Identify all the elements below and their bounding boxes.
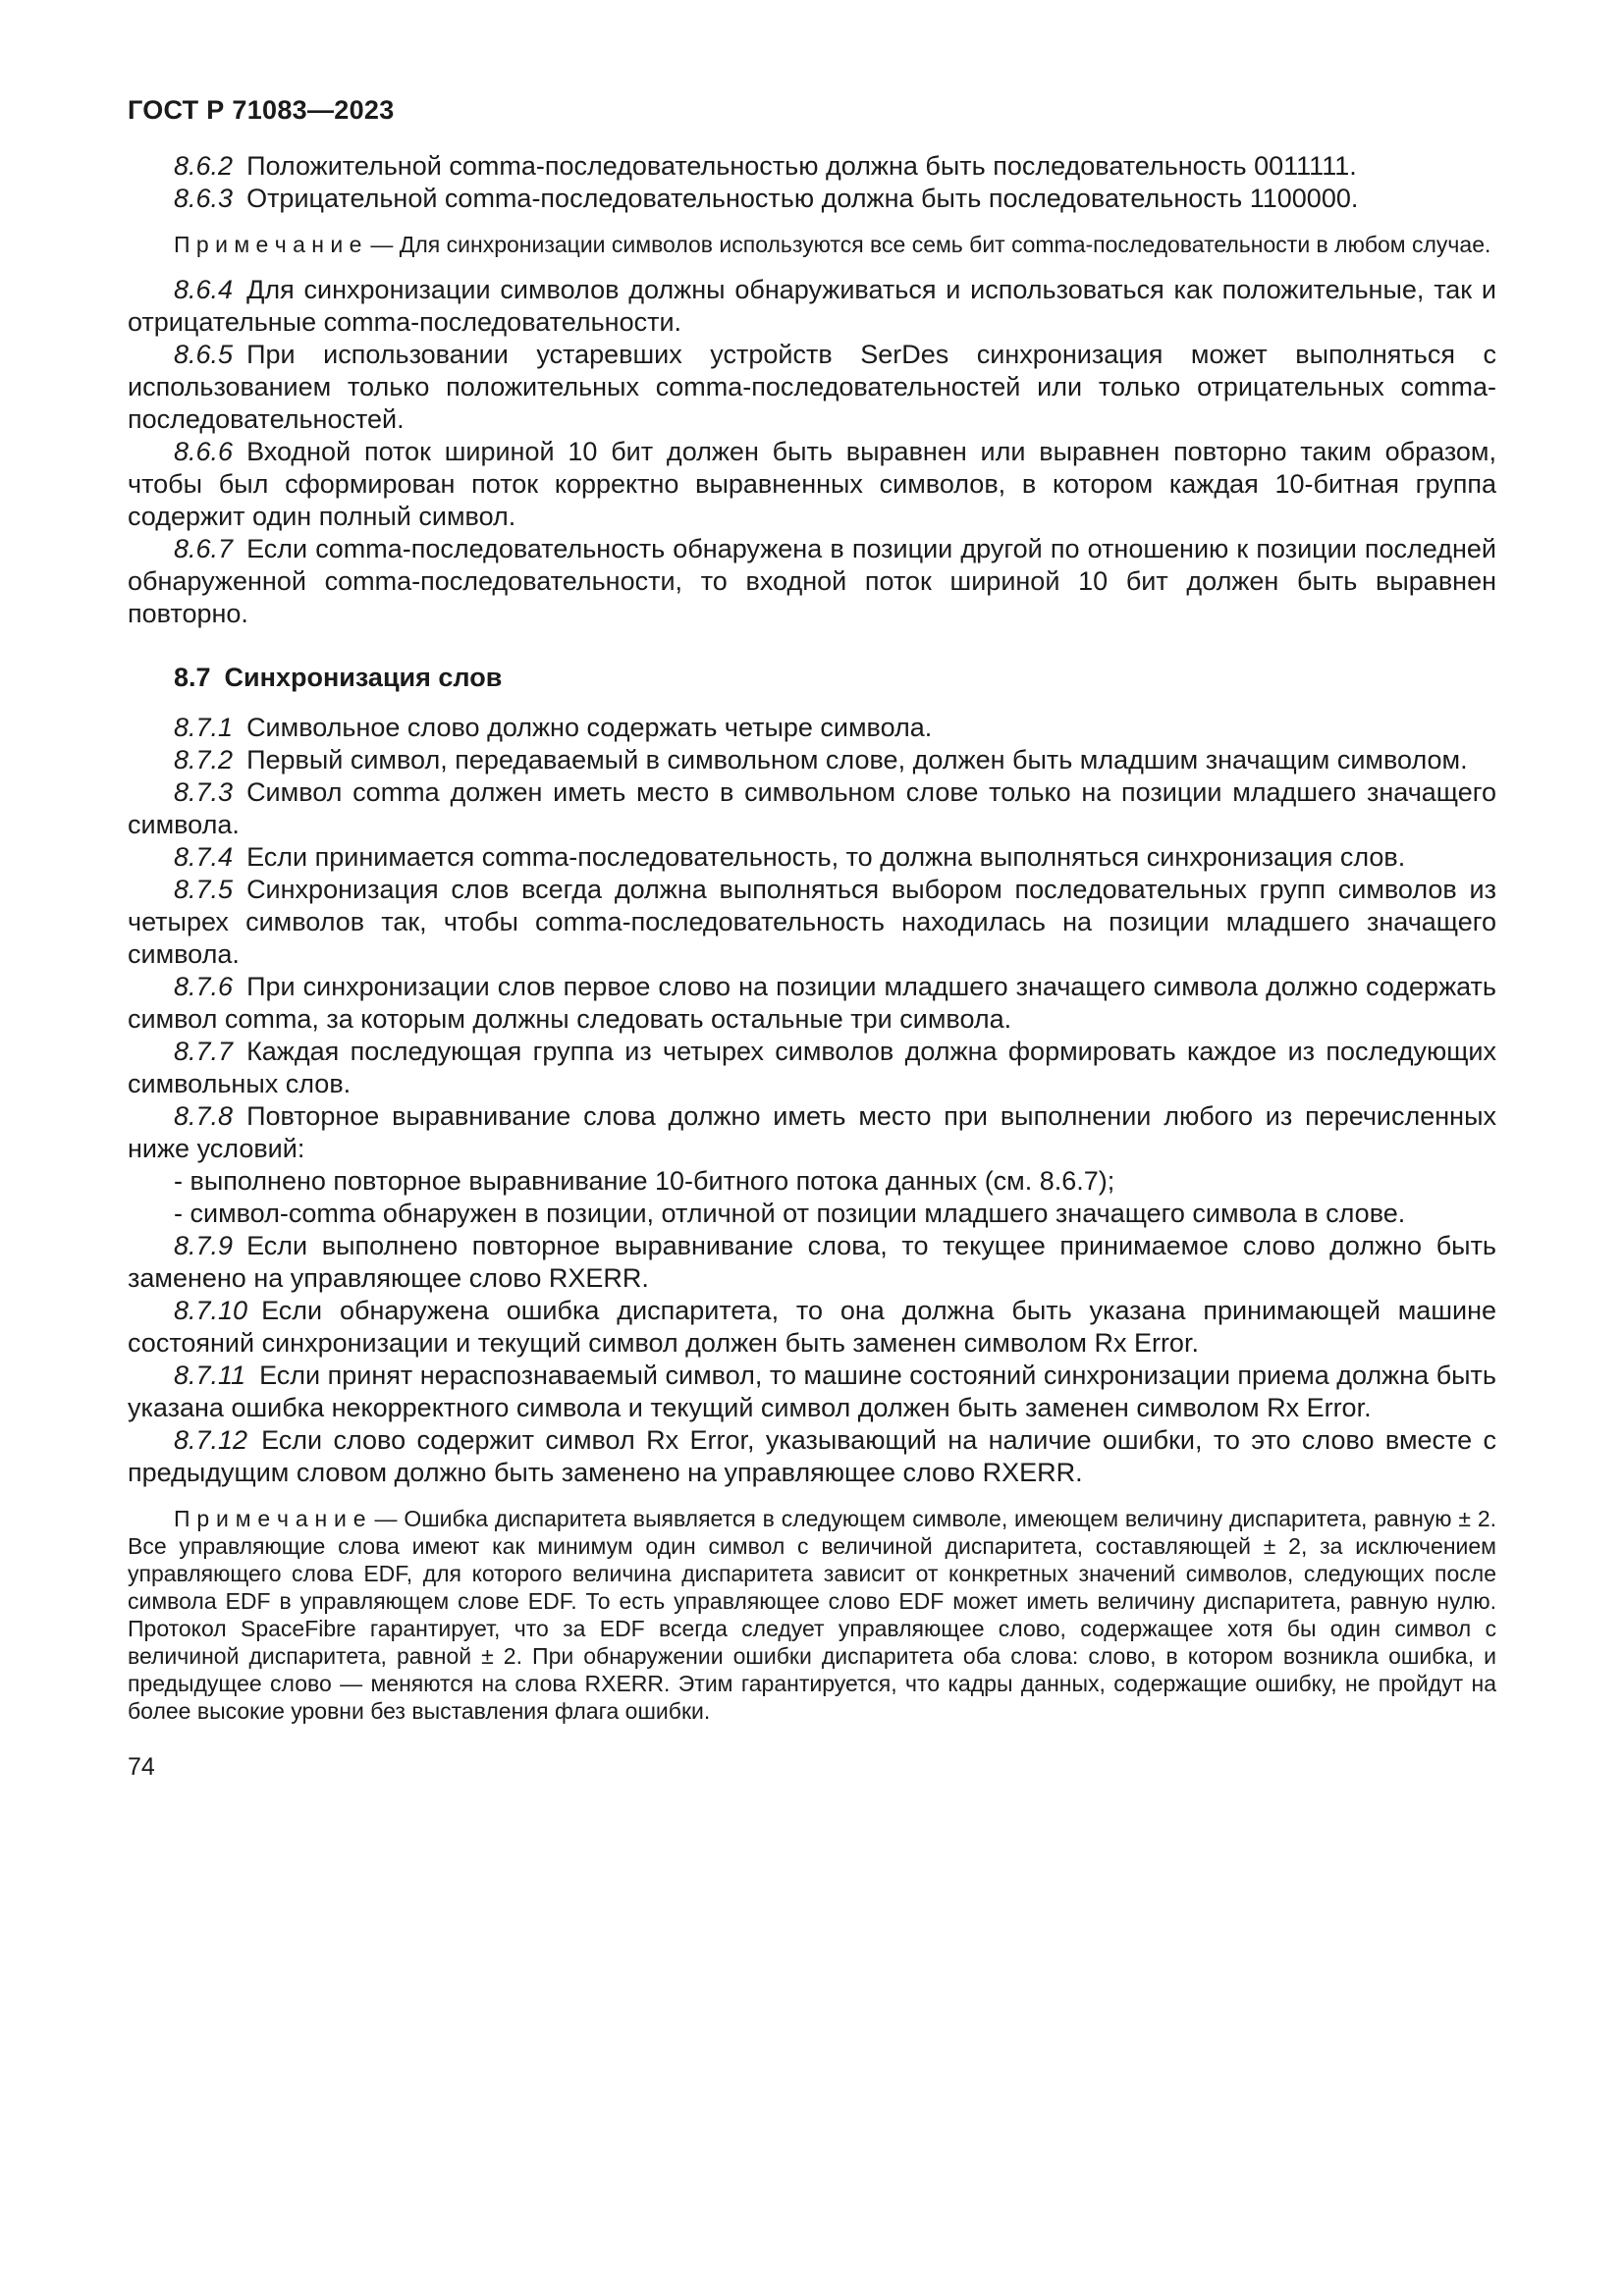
clause-text: Повторное выравнивание слова должно иметь место при выполнении любого из перечисленных ниже условий: bbox=[128, 1101, 1496, 1163]
clause-text: При использовании устаревших устройств SerDes синхронизация может выполняться с использованием только положительных comma-последовательностей или только отрицательных comma-последовательностей. bbox=[128, 340, 1496, 434]
clause-text: Если comma-последовательность обнаружена в позиции другой по отношению к позиции последней обнаруженной comma-последовательности, то входной поток шириной 10 бит должен быть выравнен повторно. bbox=[128, 534, 1496, 628]
section-number: 8.7 bbox=[174, 663, 211, 692]
clause-number: 8.7.5 bbox=[174, 875, 234, 904]
clause-number: 8.7.9 bbox=[174, 1231, 234, 1260]
clause-number: 8.6.7 bbox=[174, 534, 234, 563]
clause-paragraph bbox=[128, 150, 1496, 183]
clause-text: Если выполнено повторное выравнивание слова, то текущее принимаемое слово должно быть заменено на управляющее слово RXERR. bbox=[128, 1231, 1496, 1293]
clause-paragraph bbox=[128, 1036, 1496, 1100]
list-item: - выполнено повторное выравнивание 10-битного потока данных (см. 8.6.7); bbox=[174, 1166, 1115, 1196]
list-item: - символ-comma обнаружен в позиции, отличной от позиции младшего значащего символа в слове. bbox=[174, 1199, 1406, 1228]
clause-number: 8.7.11 bbox=[174, 1361, 246, 1390]
clause-paragraph bbox=[128, 712, 1496, 744]
note-text: — Для синхронизации символов используются все семь бит comma-последовательности в любом случае. bbox=[370, 232, 1491, 257]
page-number: 74 bbox=[128, 1753, 155, 1781]
clause-number: 8.7.12 bbox=[174, 1425, 248, 1455]
clause-paragraph bbox=[128, 1424, 1496, 1489]
note-paragraph bbox=[128, 1505, 1496, 1725]
clause-paragraph bbox=[128, 874, 1496, 971]
clause-text: Синхронизация слов всегда должна выполняться выбором последовательных групп символов из четырех символов так, чтобы comma-последовательность находилась на позиции младшего значащего символа. bbox=[128, 875, 1496, 969]
clause-text: Каждая последующая группа из четырех символов должна формировать каждое из последующих символьных слов. bbox=[128, 1037, 1496, 1098]
note-label: П р и м е ч а н и е bbox=[174, 1506, 366, 1531]
note-text: — Ошибка диспаритета выявляется в следующем символе, имеющем величину диспаритета, равную ± 2. Все управляющие слова имеют как минимум один символ с величиной диспаритета, составляющей ± 2, за исключением управляющего слова EDF, для которого величина диспаритета зависит от конкретных значений символов, следующих после символа EDF в управляющем слове EDF. То есть управляющее слово EDF может иметь величину диспаритета, равную нулю. Протокол SpaceFibre гарантирует, что за EDF всегда следует управляющее слово, содержащее хотя бы один символ с величиной диспаритета, равной ± 2. При обнаружении ошибки диспаритета оба слова: слово, в котором возникла ошибка, и предыдущее слово — меняются на слова RXERR. Этим гарантируется, что кадры данных, содержащие ошибку, не пройдут на более высокие уровни без выставления флага ошибки. bbox=[128, 1506, 1497, 1724]
clause-text: Для синхронизации символов должны обнаруживаться и использоваться как положительные, так и отрицательные comma-последовательности. bbox=[128, 275, 1496, 337]
clause-paragraph bbox=[128, 971, 1496, 1036]
note-label: П р и м е ч а н и е bbox=[174, 232, 362, 257]
clause-number: 8.6.5 bbox=[174, 340, 234, 369]
clause-text: Символьное слово должно содержать четыре символа. bbox=[246, 713, 933, 742]
clause-paragraph bbox=[128, 1100, 1496, 1165]
clause-paragraph bbox=[128, 841, 1496, 874]
clause-text: Отрицательной comma-последовательностью должна быть последовательность 1100000. bbox=[246, 184, 1359, 213]
clause-text: При синхронизации слов первое слово на позиции младшего значащего символа должно содержать символ comma, за которым должны следовать остальные три символа. bbox=[128, 972, 1496, 1034]
clause-text: Если обнаружена ошибка диспаритета, то она должна быть указана принимающей машине состояний синхронизации и текущий символ должен быть заменен символом Rx Error. bbox=[128, 1296, 1496, 1358]
section-heading bbox=[128, 662, 1496, 694]
clause-paragraph bbox=[128, 744, 1496, 776]
clause-number: 8.6.2 bbox=[174, 151, 234, 181]
clause-paragraph bbox=[128, 533, 1496, 630]
page-header: ГОСТ Р 71083—2023 bbox=[128, 95, 395, 125]
clause-number: 8.7.1 bbox=[174, 713, 234, 742]
clause-text: Если принят нераспознаваемый символ, то машине состояний синхронизации приема должна быть указана ошибка некорректного символа и текущий символ должен быть заменен символом Rx Error. bbox=[128, 1361, 1496, 1422]
note-paragraph bbox=[128, 231, 1496, 258]
clause-text: Входной поток шириной 10 бит должен быть выравнен или выравнен повторно таким образом, чтобы был сформирован поток корректно выравненных символов, в котором каждая 10-битная группа содержит один полный символ. bbox=[128, 437, 1496, 531]
clause-number: 8.7.4 bbox=[174, 842, 234, 872]
clause-paragraph bbox=[128, 1230, 1496, 1295]
clause-text: Символ comma должен иметь место в символьном слове только на позиции младшего значащего символа. bbox=[128, 777, 1496, 839]
document-body bbox=[128, 150, 1496, 1725]
clause-number: 8.6.6 bbox=[174, 437, 234, 466]
section-title: Синхронизация слов bbox=[224, 663, 503, 692]
clause-paragraph bbox=[128, 274, 1496, 339]
clause-paragraph bbox=[128, 776, 1496, 841]
clause-number: 8.7.7 bbox=[174, 1037, 234, 1066]
clause-number: 8.7.10 bbox=[174, 1296, 248, 1325]
clause-number: 8.7.2 bbox=[174, 745, 234, 774]
clause-number: 8.6.4 bbox=[174, 275, 234, 304]
clause-text: Первый символ, передаваемый в символьном слове, должен быть младшим значащим символом. bbox=[246, 745, 1468, 774]
clause-text: Положительной comma-последовательностью должна быть последовательность 0011111. bbox=[246, 151, 1357, 181]
clause-number: 8.7.3 bbox=[174, 777, 234, 807]
clause-paragraph bbox=[128, 339, 1496, 436]
clause-number: 8.6.3 bbox=[174, 184, 234, 213]
clause-paragraph bbox=[128, 1360, 1496, 1424]
clause-number: 8.7.8 bbox=[174, 1101, 234, 1131]
clause-paragraph bbox=[128, 183, 1496, 215]
clause-text: Если слово содержит символ Rx Error, указывающий на наличие ошибки, то это слово вместе с предыдущим словом должно быть заменено на управляющее слово RXERR. bbox=[128, 1425, 1496, 1487]
clause-paragraph bbox=[128, 436, 1496, 533]
clause-number: 8.7.6 bbox=[174, 972, 234, 1001]
clause-text: Если принимается comma-последовательность, то должна выполняться синхронизация слов. bbox=[246, 842, 1406, 872]
clause-paragraph bbox=[128, 1295, 1496, 1360]
